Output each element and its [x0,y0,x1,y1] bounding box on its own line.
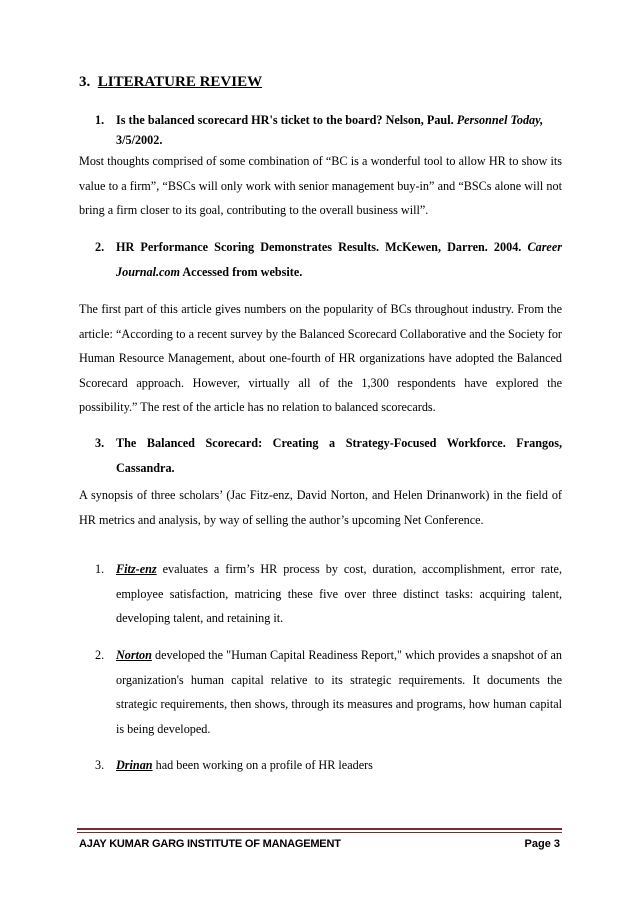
scholar-description: evaluates a firm’s HR process by cost, duration, accomplishment, error rate, employee satisfaction, matricing these five over three distinct tasks: acquiring talent, developing talent, and retaining it. [116,562,562,625]
reference-journal: Personnel Today, [456,113,544,127]
scholar-item [95,643,562,741]
scholar-description: developed the "Human Capital Readiness Report," which provides a snapshot of an organization's human capital relative to its strategic requirements. It documents the strategic requirements, then shows, through its measures and programs, how human capital is being developed. [116,648,562,736]
section-heading [79,74,262,91]
item-number: 1. [95,562,105,576]
paragraph-1: Most thoughts comprised of some combination of “BC is a wonderful tool to allow HR to show its value to a firm”, “BSCs will only work with senior management buy-in” and “BSCs alone will not bring a firm closer to its goal, contributing to the overall business will”. [79,154,562,217]
reference-number: 1. [95,113,105,127]
section-title: LITERATURE REVIEW [97,74,263,90]
footer-divider [77,828,562,830]
scholar-name: Fitz-enz [116,562,157,576]
item-number: 3. [95,758,105,772]
scholar-item [95,557,562,631]
reference-text: The Balanced Scorecard: Creating a Strategy-Focused Workforce. Frangos, Cassandra. [116,436,562,475]
section-number: 3. [79,74,91,90]
paragraph-3: A synopsis of three scholars’ (Jac Fitz-enz, David Norton, and Helen Drinanwork) in the field of HR metrics and analysis, by way of selling the author’s upcoming Net Conference. [79,488,562,527]
reference-text: Is the balanced scorecard HR's ticket to the board? Nelson, Paul. [116,113,454,127]
reference-journal: Career Journal.com [116,240,562,279]
reference-3 [95,431,562,480]
reference-text: HR Performance Scoring Demonstrates Results. McKewen, Darren. 2004. [116,240,522,254]
reference-date: 3/5/2002. [116,133,163,147]
paragraph-2: The first part of this article gives numbers on the popularity of BCs throughout industry. From the article: “According to a recent survey by the Balanced Scorecard Collaborative and the Society for Human Resource Management, about one-fourth of HR organizations have adopted the Balanced Scorecard approach. However, virtually all of the 1,300 respondents have explored the possibility.” The rest of the article has no relation to balanced scorecards. [79,302,562,414]
page-number: Page 3 [524,838,560,850]
footer-institute: AJAY KUMAR GARG INSTITUTE OF MANAGEMENT [79,838,341,850]
reference-number: 3. [95,436,105,450]
reference-1 [95,110,562,150]
reference-tail: Accessed from website. [182,264,303,279]
scholar-name: Drinan [116,758,153,772]
footer-divider-thin [77,832,562,833]
scholar-description: had been working on a profile of HR leaders [152,758,373,772]
reference-number: 2. [95,240,105,254]
scholar-name: Norton [116,648,152,662]
item-number: 2. [95,648,105,662]
scholar-item [95,753,562,778]
reference-2 [95,235,562,284]
